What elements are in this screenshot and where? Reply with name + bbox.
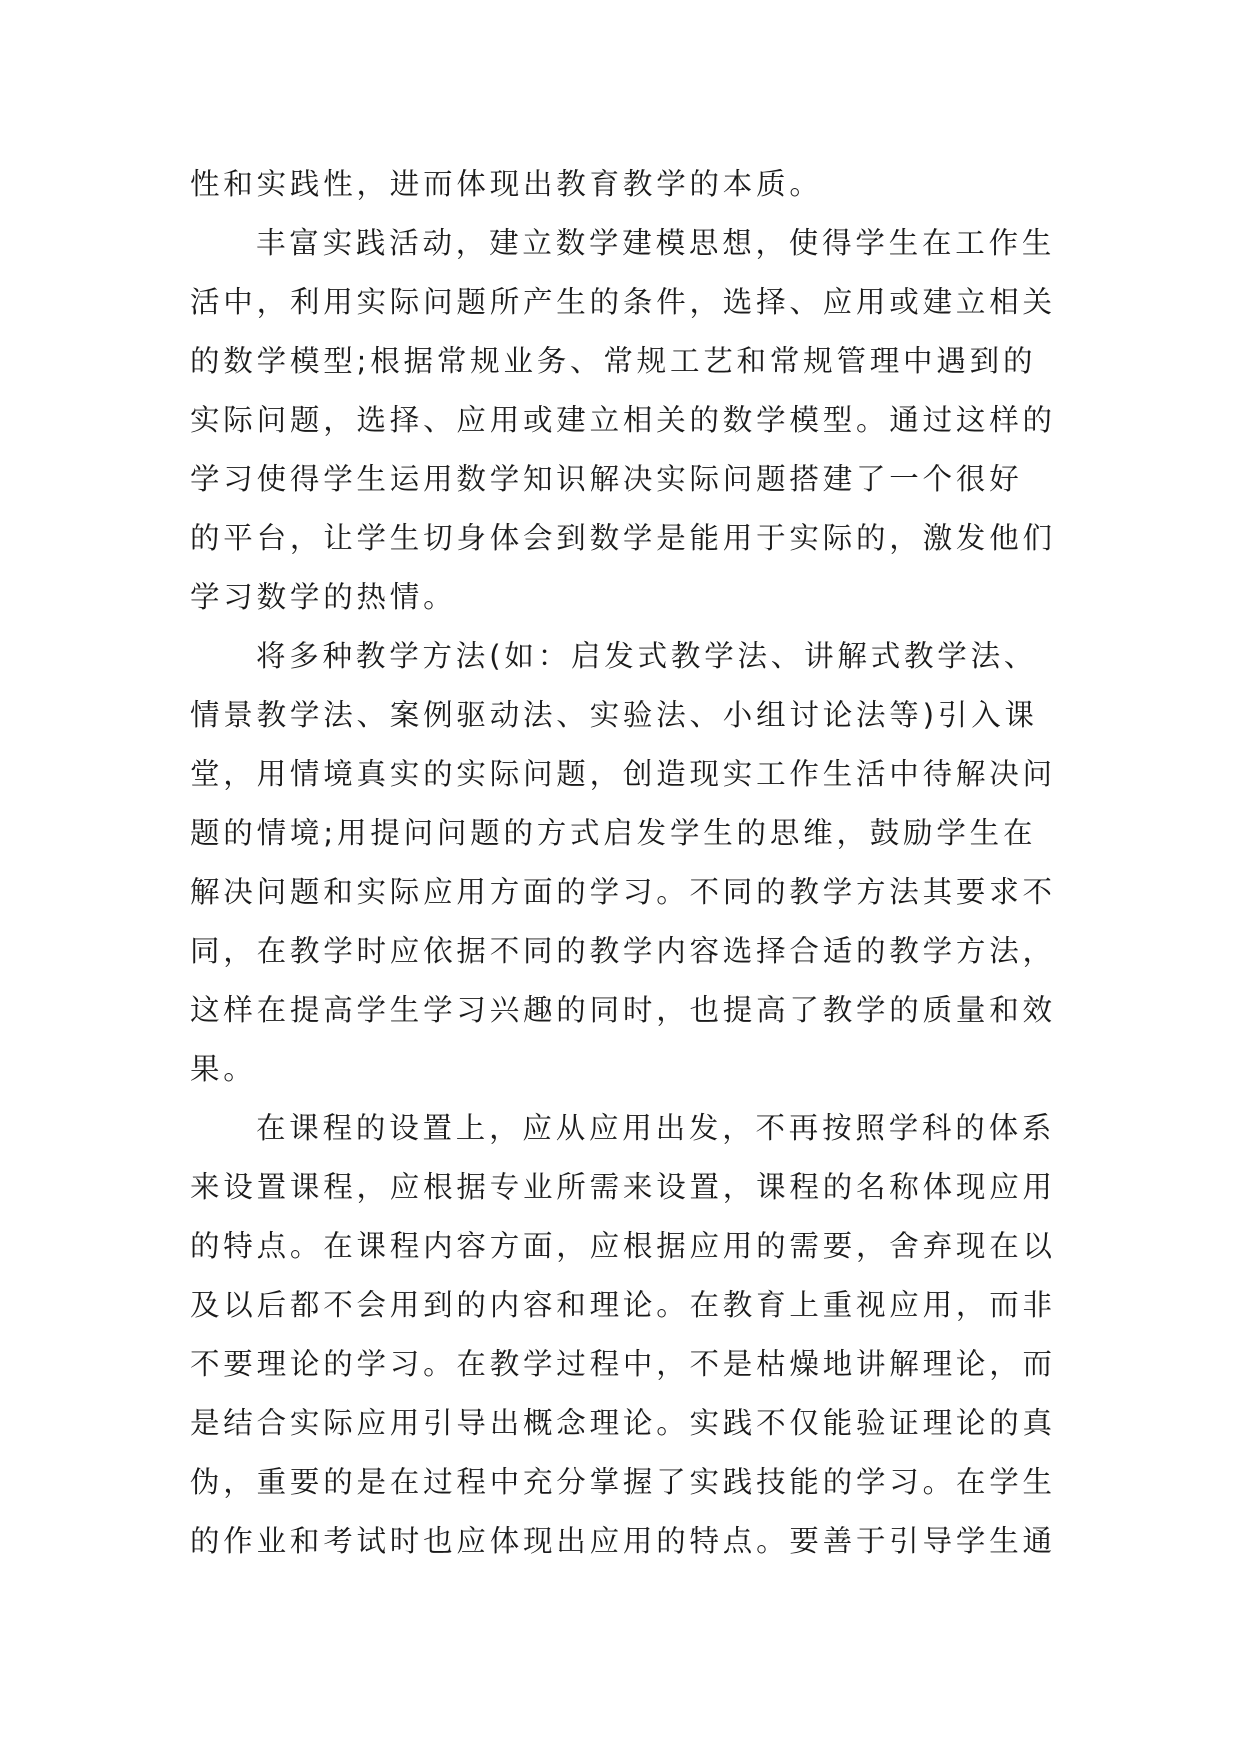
paragraph (190, 627, 1060, 1099)
line-text: 将多种教学方法(如：启发式教学法、讲解式教学法、 (256, 639, 1038, 673)
text-line (190, 627, 1060, 686)
line-text: 的特点。在课程内容方面，应根据应用的需要，舍弃现在以 (190, 1229, 1056, 1263)
line-text: 堂，用情境真实的实际问题，创造现实工作生活中待解决问 (190, 757, 1056, 791)
paragraph (190, 214, 1060, 627)
line-text: 是结合实际应用引导出概念理论。实践不仅能验证理论的真 (190, 1406, 1056, 1440)
line-text: 实际问题，选择、应用或建立相关的数学模型。通过这样的 (190, 403, 1056, 437)
line-text: 同，在教学时应依据不同的教学内容选择合适的教学方法， (190, 934, 1056, 968)
line-text: 及以后都不会用到的内容和理论。在教育上重视应用，而非 (190, 1288, 1056, 1322)
text-line (190, 273, 1060, 332)
line-text: 情景教学法、案例驱动法、实验法、小组讨论法等)引入课 (190, 698, 1038, 732)
text-line (190, 332, 1060, 391)
text-line (190, 1217, 1060, 1276)
document-body (190, 155, 1060, 1571)
line-text: 果。 (190, 1052, 257, 1086)
line-text: 题的情境;用提问问题的方式启发学生的思维，鼓励学生在 (190, 816, 1037, 850)
text-line (190, 155, 1060, 214)
text-line (190, 391, 1060, 450)
text-line (190, 509, 1060, 568)
text-line (190, 1099, 1060, 1158)
text-line (190, 1040, 1060, 1099)
text-line (190, 922, 1060, 981)
line-text: 的数学模型;根据常规业务、常规工艺和常规管理中遇到的 (190, 344, 1037, 378)
line-text: 的作业和考试时也应体现出应用的特点。要善于引导学生通 (190, 1524, 1056, 1558)
line-text: 在课程的设置上，应从应用出发，不再按照学科的体系 (256, 1111, 1056, 1145)
text-line (190, 686, 1060, 745)
line-text: 丰富实践活动，建立数学建模思想，使得学生在工作生 (256, 226, 1056, 260)
line-text: 性和实践性，进而体现出教育教学的本质。 (190, 167, 823, 201)
text-line (190, 745, 1060, 804)
line-text: 学习数学的热情。 (190, 580, 457, 614)
line-text: 不要理论的学习。在教学过程中，不是枯燥地讲解理论，而 (190, 1347, 1056, 1381)
line-text: 这样在提高学生学习兴趣的同时，也提高了教学的质量和效 (190, 993, 1056, 1027)
line-text: 解决问题和实际应用方面的学习。不同的教学方法其要求不 (190, 875, 1056, 909)
line-text: 的平台，让学生切身体会到数学是能用于实际的，激发他们 (190, 521, 1056, 555)
text-line (190, 1453, 1060, 1512)
line-text: 伪，重要的是在过程中充分掌握了实践技能的学习。在学生 (190, 1465, 1056, 1499)
text-line (190, 1276, 1060, 1335)
text-line (190, 568, 1060, 627)
text-line (190, 1394, 1060, 1453)
paragraph (190, 1099, 1060, 1571)
text-line (190, 863, 1060, 922)
text-line (190, 1512, 1060, 1571)
line-text: 活中，利用实际问题所产生的条件，选择、应用或建立相关 (190, 285, 1056, 319)
text-line (190, 981, 1060, 1040)
line-text: 来设置课程，应根据专业所需来设置，课程的名称体现应用 (190, 1170, 1056, 1204)
text-line (190, 214, 1060, 273)
paragraph (190, 155, 1060, 214)
line-text: 学习使得学生运用数学知识解决实际问题搭建了一个很好 (190, 462, 1023, 496)
text-line (190, 804, 1060, 863)
text-line (190, 1158, 1060, 1217)
text-line (190, 1335, 1060, 1394)
text-line (190, 450, 1060, 509)
